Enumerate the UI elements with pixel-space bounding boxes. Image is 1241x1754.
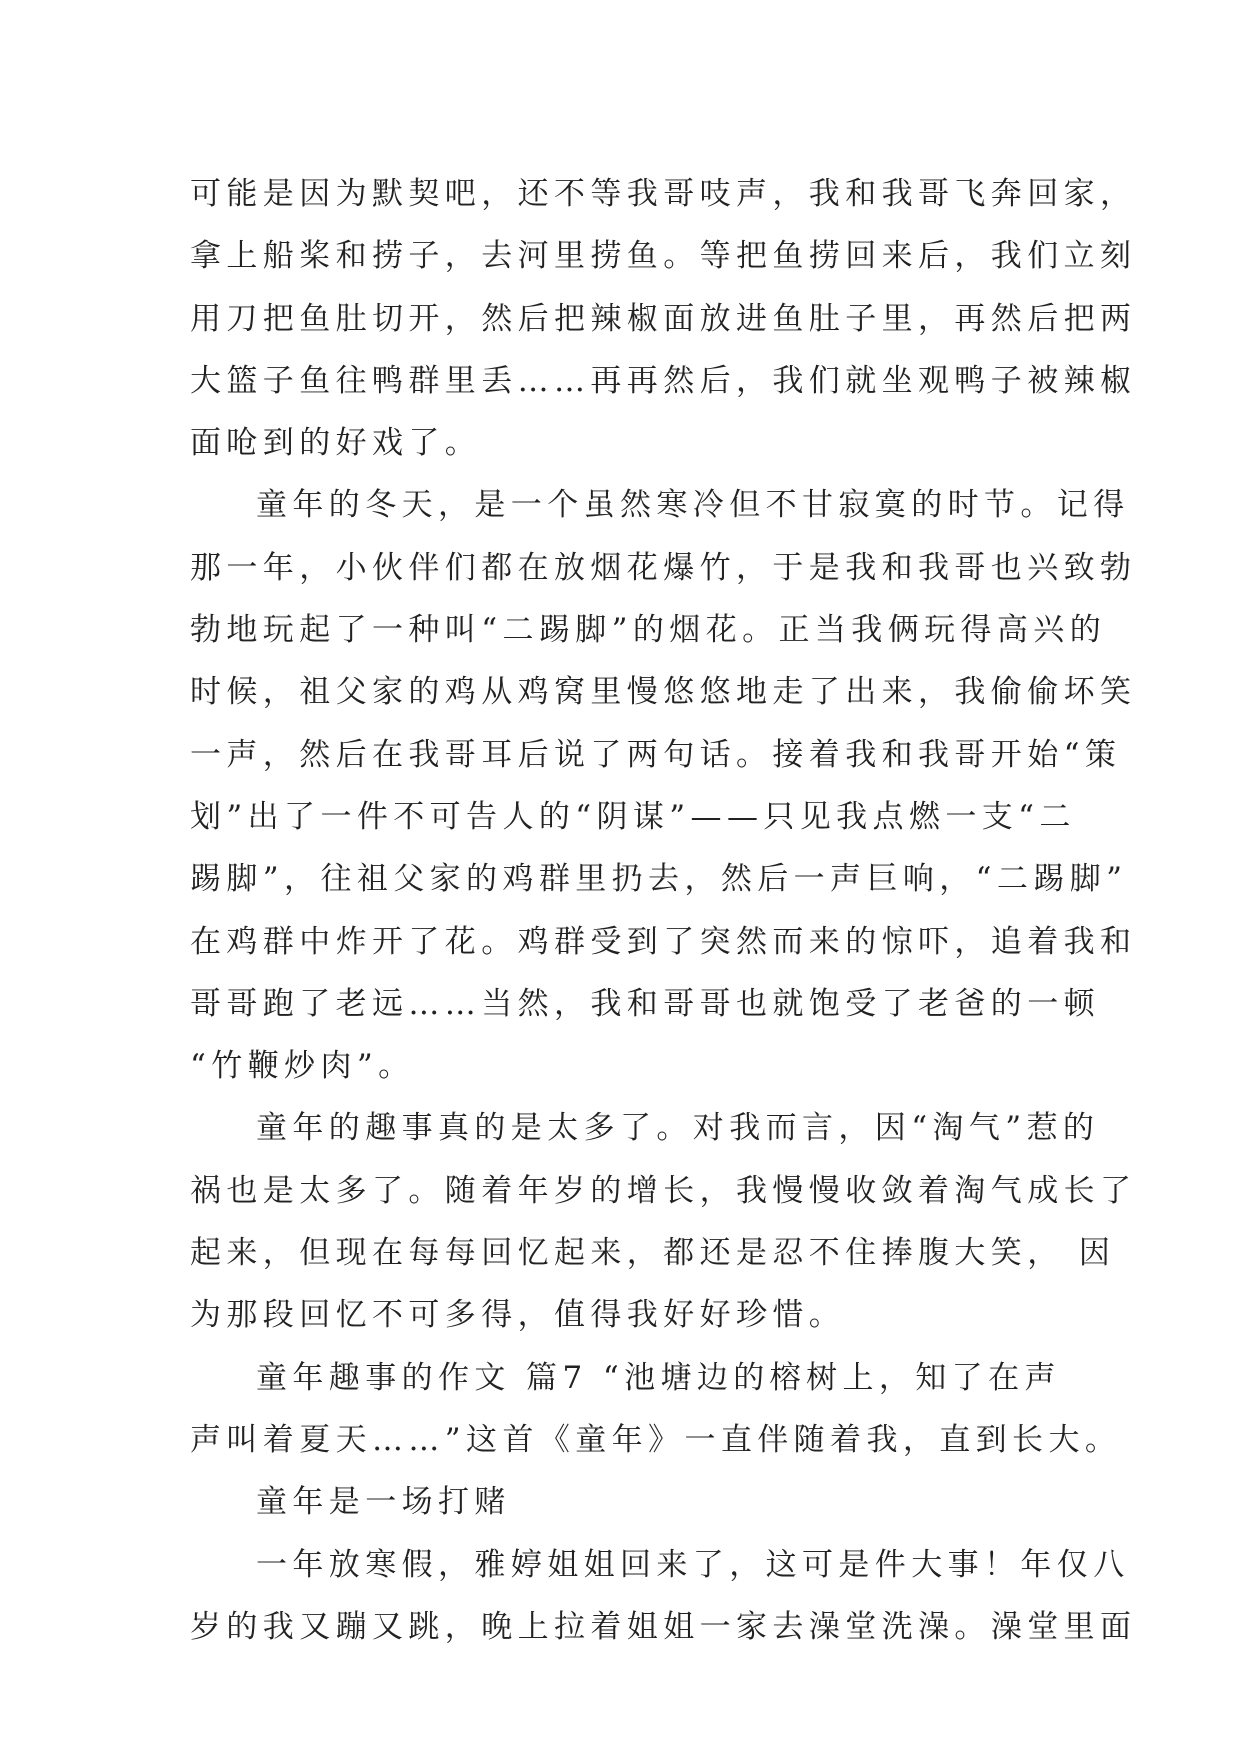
text-line: 时候，祖父家的鸡从鸡窝里慢悠悠地走了出来，我偷偷坏笑 bbox=[190, 674, 1137, 711]
text-line: 一声，然后在我哥耳后说了两句话。接着我和我哥开始“策 bbox=[190, 736, 1122, 773]
text-line: 那一年，小伙伴们都在放烟花爆竹，于是我和我哥也兴致勃 bbox=[190, 549, 1137, 586]
subtitle-line: 童年是一场打赌 bbox=[256, 1484, 511, 1521]
paragraph-start-line: 一年放寒假，雅婷姐姐回来了，这可是件大事！年仅八 bbox=[256, 1546, 1130, 1583]
text-line: 大篮子鱼往鸭群里丢……再再然后，我们就坐观鸭子被辣椒 bbox=[190, 362, 1137, 399]
text-line: 可能是因为默契吧，还不等我哥吱声，我和我哥飞奔回家， bbox=[190, 176, 1137, 212]
section-heading-line: 童年趣事的作文 篇7 “池塘边的榕树上，知了在声 bbox=[256, 1359, 1061, 1396]
text-line: 划”出了一件不可告人的“阴谋”——只见我点燃一支“二 bbox=[190, 798, 1076, 835]
text-line: “竹鞭炒肉”。 bbox=[190, 1048, 415, 1085]
essay-text-block bbox=[190, 163, 1137, 1658]
text-line: 勃地玩起了一种叫“二踢脚”的烟花。正当我俩玩得高兴的 bbox=[190, 612, 1107, 649]
text-line: 祸也是太多了。随着年岁的增长，我慢慢收敛着淘气成长了 bbox=[190, 1172, 1137, 1209]
text-line: 在鸡群中炸开了花。鸡群受到了突然而来的惊吓，追着我和 bbox=[190, 923, 1137, 960]
paragraph-start-line: 童年的趣事真的是太多了。对我而言，因“淘气”惹的 bbox=[256, 1110, 1100, 1147]
text-line: 岁的我又蹦又跳，晚上拉着姐姐一家去澡堂洗澡。澡堂里面 bbox=[190, 1608, 1137, 1645]
text-line: 声叫着夏天……”这首《童年》一直伴随着我，直到长大。 bbox=[190, 1421, 1122, 1458]
text-line: 哥哥跑了老远……当然，我和哥哥也就饱受了老爸的一顿 bbox=[190, 985, 1100, 1022]
text-line: 面呛到的好戏了。 bbox=[190, 425, 482, 462]
text-line: 踢脚”，往祖父家的鸡群里扔去，然后一声巨响，“二踢脚” bbox=[190, 861, 1128, 898]
paragraph-start-line: 童年的冬天，是一个虽然寒冷但不甘寂寞的时节。记得 bbox=[256, 487, 1130, 524]
text-line: 起来，但现在每每回忆起来，都还是忍不住捧腹大笑， 因 bbox=[190, 1235, 1116, 1272]
text-line: 用刀把鱼肚切开，然后把辣椒面放进鱼肚子里，再然后把两 bbox=[190, 300, 1137, 337]
text-line: 为那段回忆不可多得，值得我好好珍惜。 bbox=[190, 1297, 846, 1334]
text-line: 拿上船桨和捞子，去河里捞鱼。等把鱼捞回来后，我们立刻 bbox=[190, 238, 1137, 275]
